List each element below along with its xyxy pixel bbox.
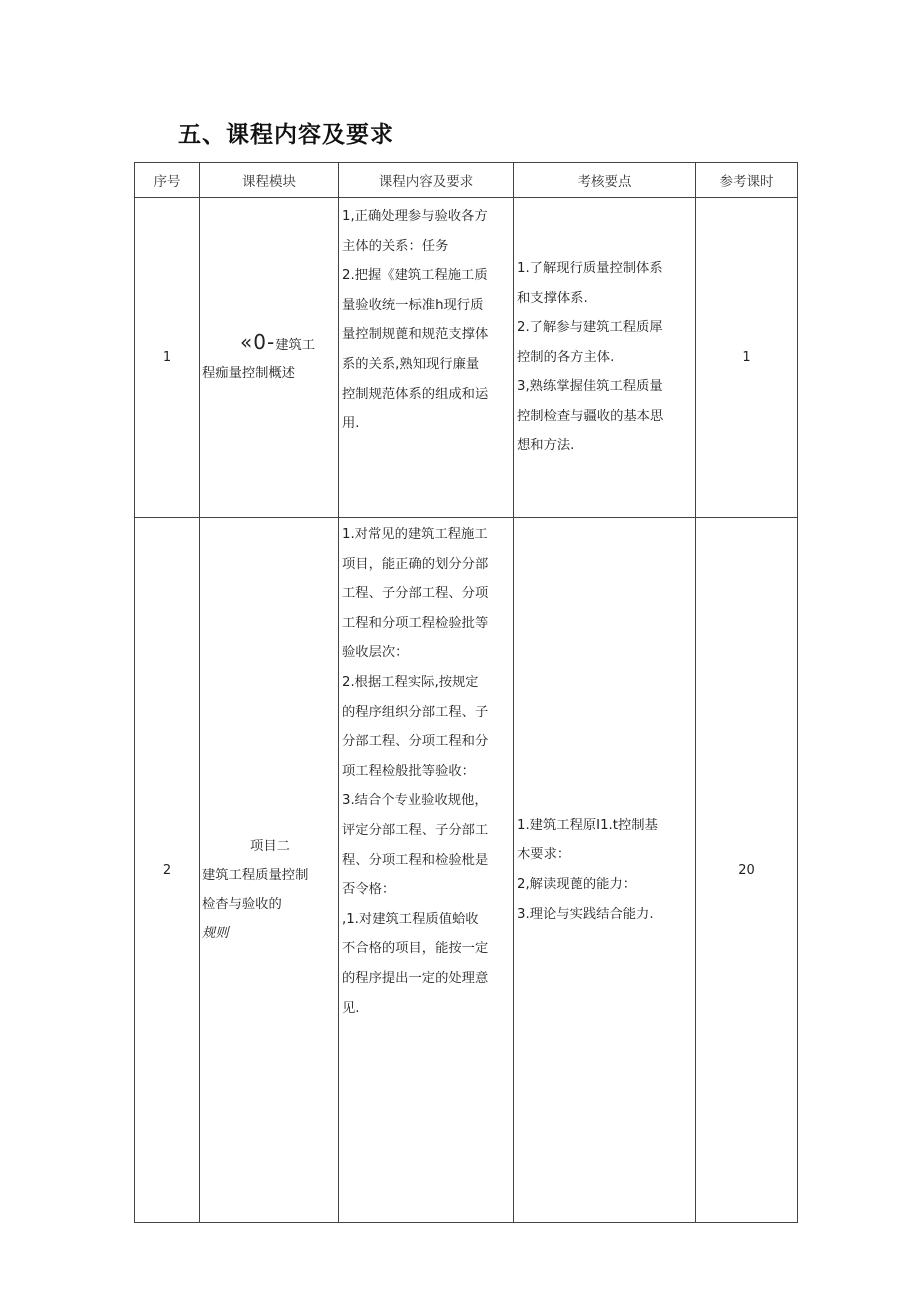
content-line: 量控制规蓖和规范支撑体: [342, 327, 489, 343]
assessment-line: 控制的各方主体.: [517, 349, 615, 365]
module-line: 检杳与验收的: [202, 897, 282, 912]
table-header-row: [135, 163, 798, 198]
header-content: 课程内容及要求: [339, 163, 514, 198]
content-line: 用.: [342, 416, 360, 432]
row-content: [339, 198, 514, 518]
assessment-line: 1.建筑工程原I1.t控制基: [517, 817, 658, 833]
module-prefix: «0-: [240, 329, 276, 354]
content-line: 项工程检般批等验收：: [342, 763, 475, 779]
assessment-line: 2.了解参与建筑工程质犀: [517, 320, 663, 336]
assessment-line: 木要求：: [517, 847, 571, 863]
header-assessment: 考核要点: [514, 163, 696, 198]
header-index: 序号: [135, 163, 200, 198]
header-hours: 参考课时: [696, 163, 798, 198]
module-line: 规则: [202, 926, 229, 941]
row-content: [339, 518, 514, 1223]
module-title: 项目二: [250, 839, 290, 854]
assessment-line: 想和方法.: [517, 438, 575, 454]
content-line: 量验收统一标准h现行质: [342, 297, 484, 313]
content-line: 主体的关系：任务: [342, 238, 449, 254]
content-line: 的程序提出一定的处理意: [342, 970, 489, 986]
content-line: 分部工程、分项工程和分: [342, 734, 489, 750]
content-line: 项目，能正确的划分分部: [342, 556, 489, 572]
row-assessment: [514, 518, 696, 1223]
table-row: [135, 518, 798, 1223]
assessment-line: 2,解读现蓖的能力：: [517, 877, 637, 892]
assessment-line: 和支撑体系.: [517, 290, 588, 306]
course-content-table: [134, 162, 798, 1223]
content-line: 验收层次：: [342, 645, 409, 661]
content-line: 工程、子分部工程、分项: [342, 586, 489, 602]
row-module: [200, 518, 339, 1223]
row-hours: 20: [696, 518, 798, 1223]
content-line: 程、分项工程和检验枇是: [342, 852, 489, 868]
assessment-line: 3,熟练掌握佳筑工程质量: [517, 379, 663, 395]
content-line: 否令格：: [342, 882, 396, 898]
module-line: 程痂量控制概述: [202, 365, 296, 381]
table-row: [135, 198, 798, 518]
content-line: 不合格的项目，能按一定: [342, 941, 489, 957]
content-line: 的程序组织分部工程、子: [342, 704, 489, 720]
content-line: 评定分部工程、子分部工: [342, 822, 489, 838]
content-line: 2.根据工程实际,按规定: [342, 674, 479, 690]
content-line: 控制规范体系的组成和运: [342, 386, 489, 402]
content-line: 2.把握《建筑工程施工质: [342, 268, 488, 284]
assessment-line: 3.理论与实践结合能力.: [517, 906, 654, 922]
content-line: 见.: [342, 1000, 360, 1016]
content-line: 1.对常见的建筑工程施工: [342, 527, 488, 542]
row-index: 1: [135, 198, 200, 518]
module-line: 建筑工: [275, 337, 316, 353]
content-line: ,1.对建筑工程质值蛤收: [342, 911, 479, 927]
section-title: 五、课程内容及要求: [178, 122, 394, 148]
row-hours: 1: [696, 198, 798, 518]
module-line: 建筑工程质量控制: [202, 868, 309, 883]
content-line: 3.结合个专业验收规他，: [342, 793, 488, 809]
row-assessment: [514, 198, 696, 518]
content-line: 工程和分项工程检验批等: [342, 615, 489, 631]
row-index: 2: [135, 518, 200, 1223]
content-line: 系的关系,熟知现行廉量: [342, 356, 480, 372]
row-module: [200, 198, 339, 518]
content-line: 1,正确处理参与验收各方: [342, 209, 488, 224]
assessment-line: 1.了解现行质量控制体系: [517, 260, 663, 276]
header-module: 课程模块: [200, 163, 339, 198]
assessment-line: 控制检查与疆收的基本思: [517, 408, 664, 424]
